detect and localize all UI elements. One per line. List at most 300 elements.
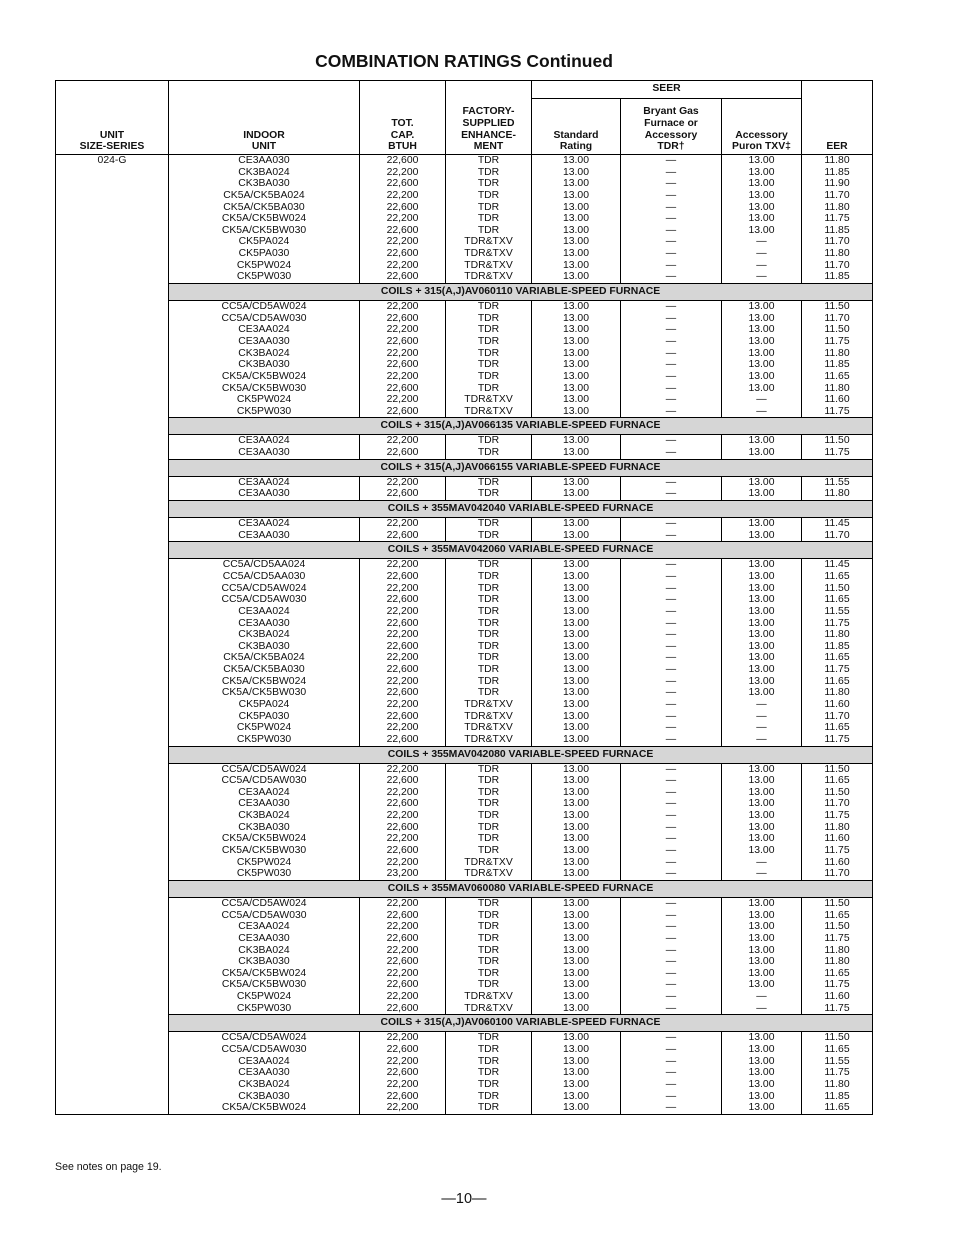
cell-value: CK5A/CK5BW030 xyxy=(221,224,307,236)
cell-value: CE3AA024 xyxy=(238,605,290,617)
cell-value: 11.85 xyxy=(824,640,850,652)
cell-value: CK5PA030 xyxy=(238,710,290,722)
cell-value: 13.00 xyxy=(748,979,775,991)
cell-value: — xyxy=(665,979,677,991)
cell-value: 11.65 xyxy=(824,722,850,734)
cell-value: 13.00 xyxy=(748,213,775,225)
accessory-txv-cell xyxy=(722,155,802,284)
standard-rating-cell xyxy=(532,435,621,459)
cell-value: TDR xyxy=(477,488,500,500)
cell-value: TDR xyxy=(477,1044,500,1055)
cell-value: 11.90 xyxy=(824,178,850,190)
cell-value: TDR&TXV xyxy=(464,710,513,722)
cell-value: 13.00 xyxy=(562,359,589,371)
cell-value: 11.65 xyxy=(824,1044,850,1055)
cell-value: 13.00 xyxy=(562,394,589,406)
cell-value: — xyxy=(665,652,677,664)
cell-value: 13.00 xyxy=(748,1102,775,1114)
cell-value: CC5A/CD5AW030 xyxy=(221,775,307,787)
cell-value: 22,200 xyxy=(386,259,419,271)
cell-value: TDR xyxy=(477,359,500,371)
table-row xyxy=(56,1032,873,1114)
coil-group-row xyxy=(56,418,873,435)
enhancement-cell xyxy=(446,155,532,284)
cell-value: 13.00 xyxy=(562,1032,589,1044)
bryant-tdr-cell xyxy=(621,763,722,880)
accessory-txv-cell xyxy=(722,897,802,1014)
eer-cell xyxy=(802,763,873,880)
cell-value: 13.00 xyxy=(562,347,589,359)
eer-cell xyxy=(802,1032,873,1114)
cell-value: 13.00 xyxy=(748,1090,775,1102)
cell-value: 13.00 xyxy=(748,518,775,530)
coil-group-row xyxy=(56,880,873,897)
cell-value: 13.00 xyxy=(748,617,775,629)
enhancement-cell xyxy=(446,559,532,746)
cell-value: 13.00 xyxy=(748,224,775,236)
eer-cell xyxy=(802,897,873,1014)
cell-value: 22,200 xyxy=(386,810,419,822)
cell-value: TDR xyxy=(477,570,500,582)
cell-value: TDR xyxy=(477,1090,500,1102)
standard-rating-cell xyxy=(532,763,621,880)
cell-value: — xyxy=(665,687,677,699)
cell-value: — xyxy=(665,617,677,629)
cell-value: TDR xyxy=(477,763,500,775)
header-bryant-gas-furnace: Bryant Gas Furnace or Accessory TDR† xyxy=(621,99,722,155)
cell-value: 13.00 xyxy=(748,559,775,571)
cell-value: — xyxy=(665,166,677,178)
cell-value: — xyxy=(665,833,677,845)
cell-value: 22,200 xyxy=(386,786,419,798)
cell-value: TDR&TXV xyxy=(464,733,513,745)
cell-value: CC5A/CD5AW024 xyxy=(221,763,307,775)
cell-value: 11.65 xyxy=(824,594,850,606)
cell-value: TDR xyxy=(477,640,500,652)
cell-value: TDR xyxy=(477,932,500,944)
cell-value: 13.00 xyxy=(748,189,775,201)
cell-value: 13.00 xyxy=(748,155,775,166)
cell-value: TDR xyxy=(477,324,500,336)
cell-value: 13.00 xyxy=(562,1090,589,1102)
cell-value: 13.00 xyxy=(562,967,589,979)
cell-value: 11.85 xyxy=(824,271,850,283)
cell-value: CK5A/CK5BW024 xyxy=(221,1102,307,1114)
cell-value: — xyxy=(665,1055,677,1067)
cell-value: 11.45 xyxy=(824,518,850,530)
coil-group-row xyxy=(56,1015,873,1032)
cell-value: TDR xyxy=(477,664,500,676)
cell-value: — xyxy=(665,956,677,968)
cell-value: CK3BA030 xyxy=(238,1090,290,1102)
coil-group-label: COILS + 315(A,J)AV066155 VARIABLE-SPEED FURNACE xyxy=(169,459,873,476)
cell-value: TDR&TXV xyxy=(464,1002,513,1014)
cell-value: CE3AA024 xyxy=(238,786,290,798)
cell-value: TDR xyxy=(477,447,500,459)
cell-value: 13.00 xyxy=(748,312,775,324)
cell-value: 13.00 xyxy=(748,821,775,833)
cell-value: 22,200 xyxy=(386,435,419,447)
cell-value: 11.50 xyxy=(824,435,850,447)
cell-value: 13.00 xyxy=(748,664,775,676)
cell-value: CK3BA030 xyxy=(238,359,290,371)
cell-value: CE3AA030 xyxy=(238,932,290,944)
cell-value: 13.00 xyxy=(748,687,775,699)
cell-value: 13.00 xyxy=(562,979,589,991)
cell-value: CK5A/CK5BW030 xyxy=(221,382,307,394)
cell-value: 13.00 xyxy=(748,921,775,933)
cell-value: 11.80 xyxy=(824,248,850,260)
cell-value: 11.85 xyxy=(824,224,850,236)
coil-group-row xyxy=(56,459,873,476)
cell-value: 13.00 xyxy=(748,675,775,687)
cell-value: CK5A/CK5BW030 xyxy=(221,845,307,857)
cell-value: 13.00 xyxy=(748,897,775,909)
table-row xyxy=(56,435,873,459)
cell-value: 22,200 xyxy=(386,698,419,710)
cell-value: 22,600 xyxy=(386,1044,419,1055)
cell-value: 13.00 xyxy=(748,763,775,775)
capacity-cell xyxy=(360,1032,446,1114)
cell-value: 13.00 xyxy=(562,189,589,201)
cell-value: 13.00 xyxy=(562,675,589,687)
cell-value: 13.00 xyxy=(748,582,775,594)
capacity-cell xyxy=(360,476,446,500)
cell-value: — xyxy=(665,640,677,652)
cell-value: TDR xyxy=(477,629,500,641)
cell-value: — xyxy=(665,967,677,979)
cell-value: 22,200 xyxy=(386,518,419,530)
cell-value: 11.60 xyxy=(824,833,850,845)
cell-value: CK3BA024 xyxy=(238,629,290,641)
header-total-capacity: TOT. CAP. BTUH xyxy=(360,81,446,155)
cell-value: TDR xyxy=(477,166,500,178)
cell-value: — xyxy=(665,798,677,810)
capacity-cell xyxy=(360,155,446,284)
cell-value: 13.00 xyxy=(748,570,775,582)
cell-value: CC5A/CD5AW024 xyxy=(221,582,307,594)
cell-value: 11.70 xyxy=(824,710,850,722)
cell-value: CC5A/CD5AW024 xyxy=(221,1032,307,1044)
cell-value: 13.00 xyxy=(562,786,589,798)
cell-value: 13.00 xyxy=(748,786,775,798)
cell-value: 13.00 xyxy=(748,833,775,845)
cell-value: 23,200 xyxy=(386,868,419,880)
indoor-unit-cell xyxy=(169,301,360,418)
cell-value: CE3AA030 xyxy=(238,155,290,166)
cell-value: — xyxy=(665,932,677,944)
table-row xyxy=(56,155,873,284)
cell-value: CK5PW024 xyxy=(236,991,292,1003)
standard-rating-cell xyxy=(532,155,621,284)
cell-value: — xyxy=(665,236,677,248)
accessory-txv-cell xyxy=(722,476,802,500)
cell-value: 13.00 xyxy=(562,1078,589,1090)
cell-value: 13.00 xyxy=(748,605,775,617)
cell-value: — xyxy=(756,271,767,283)
cell-value: 11.65 xyxy=(824,909,850,921)
cell-value: 22,600 xyxy=(386,312,419,324)
cell-value: — xyxy=(665,447,677,459)
cell-value: 13.00 xyxy=(562,1044,589,1055)
cell-value: TDR&TXV xyxy=(464,405,513,417)
cell-value: CC5A/CD5AA030 xyxy=(222,570,306,582)
cell-value: 11.70 xyxy=(824,529,850,541)
cell-value: 22,200 xyxy=(386,476,419,488)
cell-value: 13.00 xyxy=(748,201,775,213)
cell-value: 11.60 xyxy=(824,698,850,710)
cell-value: 13.00 xyxy=(562,1102,589,1114)
cell-value: — xyxy=(665,856,677,868)
cell-value: 11.65 xyxy=(824,652,850,664)
cell-value: 13.00 xyxy=(562,856,589,868)
cell-value: 13.00 xyxy=(562,868,589,880)
cell-value: — xyxy=(665,909,677,921)
cell-value: 11.80 xyxy=(824,629,850,641)
cell-value: CE3AA030 xyxy=(238,798,290,810)
cell-value: 13.00 xyxy=(562,956,589,968)
cell-value: 13.00 xyxy=(748,652,775,664)
cell-value: CE3AA030 xyxy=(238,447,290,459)
cell-value: 22,200 xyxy=(386,394,419,406)
cell-value: 13.00 xyxy=(748,335,775,347)
cell-value: 11.80 xyxy=(824,155,850,166)
cell-value: — xyxy=(665,821,677,833)
standard-rating-cell xyxy=(532,1032,621,1114)
cell-value: 13.00 xyxy=(562,798,589,810)
cell-value: TDR xyxy=(477,921,500,933)
cell-value: TDR xyxy=(477,1067,500,1079)
cell-value: 13.00 xyxy=(562,166,589,178)
cell-value: 11.70 xyxy=(824,868,850,880)
eer-cell xyxy=(802,476,873,500)
cell-value: 22,200 xyxy=(386,629,419,641)
coil-group-row xyxy=(56,284,873,301)
coil-group-row xyxy=(56,542,873,559)
cell-value: 11.70 xyxy=(824,189,850,201)
cell-value: TDR xyxy=(477,617,500,629)
cell-value: — xyxy=(756,394,767,406)
cell-value: 13.00 xyxy=(562,488,589,500)
cell-value: CC5A/CD5AW030 xyxy=(221,312,307,324)
cell-value: — xyxy=(665,312,677,324)
cell-value: 11.80 xyxy=(824,944,850,956)
cell-value: 22,600 xyxy=(386,224,419,236)
accessory-txv-cell xyxy=(722,763,802,880)
coil-group-row xyxy=(56,501,873,518)
cell-value: — xyxy=(665,529,677,541)
cell-value: 11.75 xyxy=(824,405,850,417)
cell-value: TDR xyxy=(477,582,500,594)
cell-value: 22,600 xyxy=(386,909,419,921)
cell-value: 13.00 xyxy=(748,166,775,178)
cell-value: 11.60 xyxy=(824,991,850,1003)
cell-value: 22,200 xyxy=(386,675,419,687)
cell-value: 11.80 xyxy=(824,347,850,359)
cell-value: 22,200 xyxy=(386,967,419,979)
cell-value: — xyxy=(756,259,767,271)
standard-rating-cell xyxy=(532,301,621,418)
cell-value: TDR xyxy=(477,687,500,699)
cell-value: — xyxy=(665,763,677,775)
cell-value: 13.00 xyxy=(562,224,589,236)
indoor-unit-cell xyxy=(169,155,360,284)
cell-value: — xyxy=(665,347,677,359)
cell-value: CK5PA030 xyxy=(238,248,290,260)
capacity-cell xyxy=(360,518,446,542)
cell-value: 11.65 xyxy=(824,1102,850,1114)
cell-value: 13.00 xyxy=(748,956,775,968)
cell-value: 22,600 xyxy=(386,359,419,371)
cell-value: — xyxy=(665,248,677,260)
capacity-cell xyxy=(360,897,446,1014)
cell-value: — xyxy=(665,224,677,236)
cell-value: 22,600 xyxy=(386,570,419,582)
cell-value: 13.00 xyxy=(748,798,775,810)
cell-value: 13.00 xyxy=(562,1055,589,1067)
cell-value: 11.65 xyxy=(824,775,850,787)
cell-value: — xyxy=(665,845,677,857)
cell-value: 13.00 xyxy=(562,605,589,617)
cell-value: 22,200 xyxy=(386,652,419,664)
eer-cell xyxy=(802,518,873,542)
cell-value: TDR xyxy=(477,301,500,313)
cell-value: TDR xyxy=(477,155,500,166)
cell-value: — xyxy=(665,1078,677,1090)
eer-cell xyxy=(802,155,873,284)
bryant-tdr-cell xyxy=(621,897,722,1014)
cell-value: — xyxy=(665,733,677,745)
standard-rating-cell xyxy=(532,476,621,500)
cell-value: — xyxy=(756,991,767,1003)
table-row xyxy=(56,763,873,880)
header-seer: SEER xyxy=(532,81,802,99)
cell-value: 11.45 xyxy=(824,559,850,571)
cell-value: 13.00 xyxy=(562,909,589,921)
cell-value: 11.70 xyxy=(824,798,850,810)
cell-value: 13.00 xyxy=(562,921,589,933)
cell-value: 22,600 xyxy=(386,956,419,968)
cell-value: CC5A/CD5AW030 xyxy=(221,1044,307,1055)
cell-value: 22,600 xyxy=(386,798,419,810)
cell-value: TDR xyxy=(477,559,500,571)
cell-value: TDR xyxy=(477,810,500,822)
table-row xyxy=(56,559,873,746)
cell-value: 22,200 xyxy=(386,1032,419,1044)
cell-value: CK3BA030 xyxy=(238,956,290,968)
capacity-cell xyxy=(360,559,446,746)
cell-value: — xyxy=(756,405,767,417)
cell-value: — xyxy=(665,301,677,313)
cell-value: 13.00 xyxy=(562,582,589,594)
cell-value: 13.00 xyxy=(562,1002,589,1014)
header-standard-rating: Standard Rating xyxy=(532,99,621,155)
cell-value: CK5PW030 xyxy=(236,405,292,417)
cell-value: — xyxy=(665,213,677,225)
cell-value: 13.00 xyxy=(562,991,589,1003)
cell-value: 11.70 xyxy=(824,312,850,324)
cell-value: 11.70 xyxy=(824,259,850,271)
cell-value: — xyxy=(665,710,677,722)
cell-value: CK5PW024 xyxy=(236,394,292,406)
enhancement-cell xyxy=(446,435,532,459)
cell-value: 13.00 xyxy=(562,529,589,541)
cell-value: — xyxy=(665,201,677,213)
cell-value: CE3AA024 xyxy=(238,324,290,336)
cell-value: 22,200 xyxy=(386,722,419,734)
cell-value: 11.75 xyxy=(824,1002,850,1014)
cell-value: CK5A/CK5BW024 xyxy=(221,833,307,845)
cell-value: 11.50 xyxy=(824,897,850,909)
cell-value: 13.00 xyxy=(562,248,589,260)
cell-value: TDR xyxy=(477,956,500,968)
coil-group-label: COILS + 315(A,J)AV066135 VARIABLE-SPEED FURNACE xyxy=(169,418,873,435)
coil-group-label: COILS + 315(A,J)AV060100 VARIABLE-SPEED FURNACE xyxy=(169,1015,873,1032)
cell-value: 22,600 xyxy=(386,979,419,991)
cell-value: CE3AA030 xyxy=(238,335,290,347)
cell-value: 22,200 xyxy=(386,1055,419,1067)
cell-value: CK5A/CK5BA024 xyxy=(223,189,305,201)
standard-rating-cell xyxy=(532,897,621,1014)
cell-value: — xyxy=(756,236,767,248)
cell-value: 13.00 xyxy=(562,640,589,652)
combination-ratings-table xyxy=(55,80,873,1115)
accessory-txv-cell xyxy=(722,559,802,746)
cell-value: 22,600 xyxy=(386,733,419,745)
cell-value: 22,200 xyxy=(386,763,419,775)
cell-value: — xyxy=(756,868,767,880)
cell-value: 11.50 xyxy=(824,324,850,336)
cell-value: TDR xyxy=(477,1032,500,1044)
coil-group-row xyxy=(56,746,873,763)
cell-value: 22,600 xyxy=(386,687,419,699)
cell-value: 22,600 xyxy=(386,447,419,459)
cell-value: CK3BA024 xyxy=(238,166,290,178)
cell-value: TDR xyxy=(477,312,500,324)
cell-value: 13.00 xyxy=(748,944,775,956)
cell-value: 22,200 xyxy=(386,921,419,933)
cell-value: 13.00 xyxy=(748,909,775,921)
cell-value: 13.00 xyxy=(748,594,775,606)
cell-value: — xyxy=(665,664,677,676)
cell-value: 11.65 xyxy=(824,967,850,979)
cell-value: 11.85 xyxy=(824,359,850,371)
cell-value: 13.00 xyxy=(562,821,589,833)
cell-value: 13.00 xyxy=(562,617,589,629)
coil-group-label: COILS + 355MAV060080 VARIABLE-SPEED FURNACE xyxy=(169,880,873,897)
cell-value: 13.00 xyxy=(562,664,589,676)
cell-value: CK5A/CK5BA030 xyxy=(223,664,305,676)
cell-value: — xyxy=(665,1044,677,1055)
cell-value: — xyxy=(665,370,677,382)
capacity-cell xyxy=(360,435,446,459)
accessory-txv-cell xyxy=(722,518,802,542)
cell-value: 22,200 xyxy=(386,605,419,617)
cell-value: 22,200 xyxy=(386,189,419,201)
cell-value: 13.00 xyxy=(562,405,589,417)
cell-value: 11.65 xyxy=(824,570,850,582)
cell-value: 13.00 xyxy=(562,833,589,845)
cell-value: TDR xyxy=(477,370,500,382)
cell-value: 11.50 xyxy=(824,301,850,313)
cell-value: 22,600 xyxy=(386,382,419,394)
cell-value: CK5PW030 xyxy=(236,1002,292,1014)
cell-value: — xyxy=(665,435,677,447)
cell-value: — xyxy=(665,155,677,166)
header-accessory-puron-txv: Accessory Puron TXV‡ xyxy=(722,99,802,155)
cell-value: 22,200 xyxy=(386,944,419,956)
cell-value: TDR&TXV xyxy=(464,259,513,271)
